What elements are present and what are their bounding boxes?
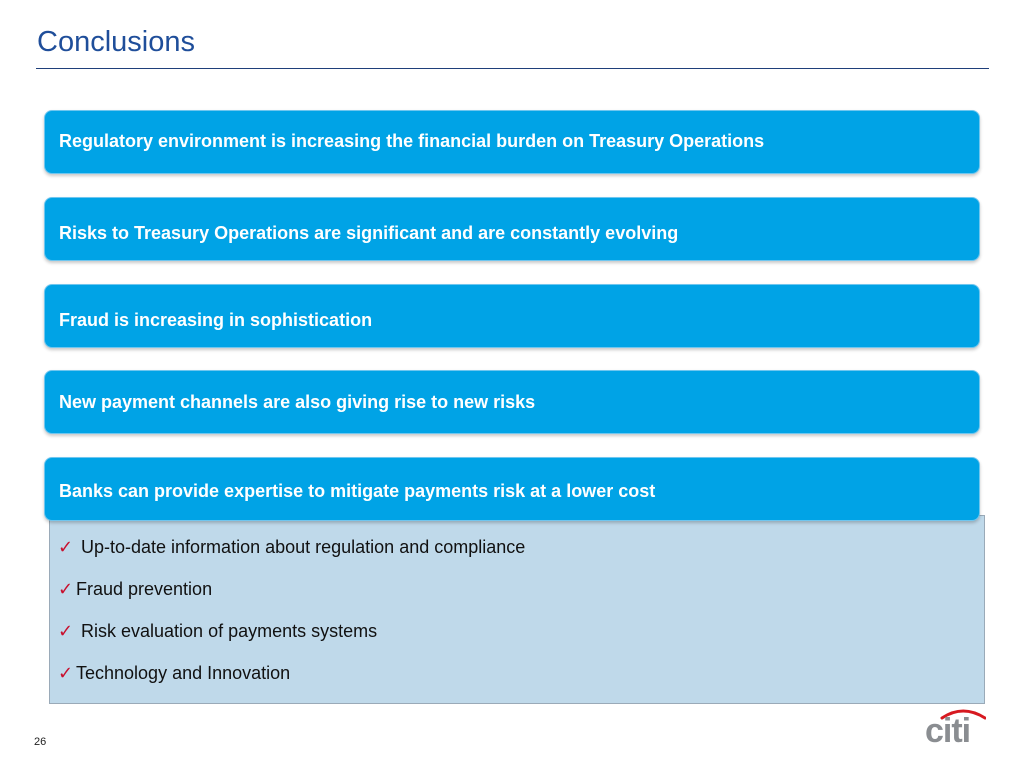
list-item-text: Up-to-date information about regulation and compliance (81, 537, 526, 557)
list-item (58, 663, 290, 684)
conclusion-box-2-text: Risks to Treasury Operations are significant and are constantly evolving (59, 222, 679, 243)
checkmark-icon: ✓ (58, 621, 74, 642)
conclusion-box-3 (44, 284, 980, 348)
conclusion-box-1-text: Regulatory environment is increasing the financial burden on Treasury Operations (59, 130, 765, 151)
conclusion-box-2 (44, 197, 980, 261)
list-item (58, 621, 377, 642)
checkmark-icon: ✓ (58, 579, 74, 600)
title-divider (36, 68, 989, 69)
conclusion-box-3-text: Fraud is increasing in sophistication (59, 309, 373, 330)
page-number: 26 (34, 736, 47, 748)
list-item-text: Technology and Innovation (76, 663, 291, 683)
checkmark-icon: ✓ (58, 663, 74, 684)
list-item-text: Fraud prevention (76, 579, 213, 599)
checkmark-icon: ✓ (58, 537, 74, 558)
expertise-checklist (49, 515, 985, 704)
list-item-text: Risk evaluation of payments systems (81, 621, 378, 641)
list-item (58, 579, 212, 600)
conclusion-box-5-text: Banks can provide expertise to mitigate payments risk at a lower cost (59, 480, 656, 501)
citi-logo-icon (924, 706, 986, 746)
conclusion-box-4 (44, 370, 980, 434)
slide-title: Conclusions (37, 26, 195, 58)
conclusion-box-1 (44, 110, 980, 174)
conclusion-box-4-text: New payment channels are also giving rise to new risks (59, 391, 536, 412)
conclusion-box-5 (44, 457, 980, 521)
citi-logo-text: citi (925, 712, 971, 746)
list-item (58, 537, 525, 558)
